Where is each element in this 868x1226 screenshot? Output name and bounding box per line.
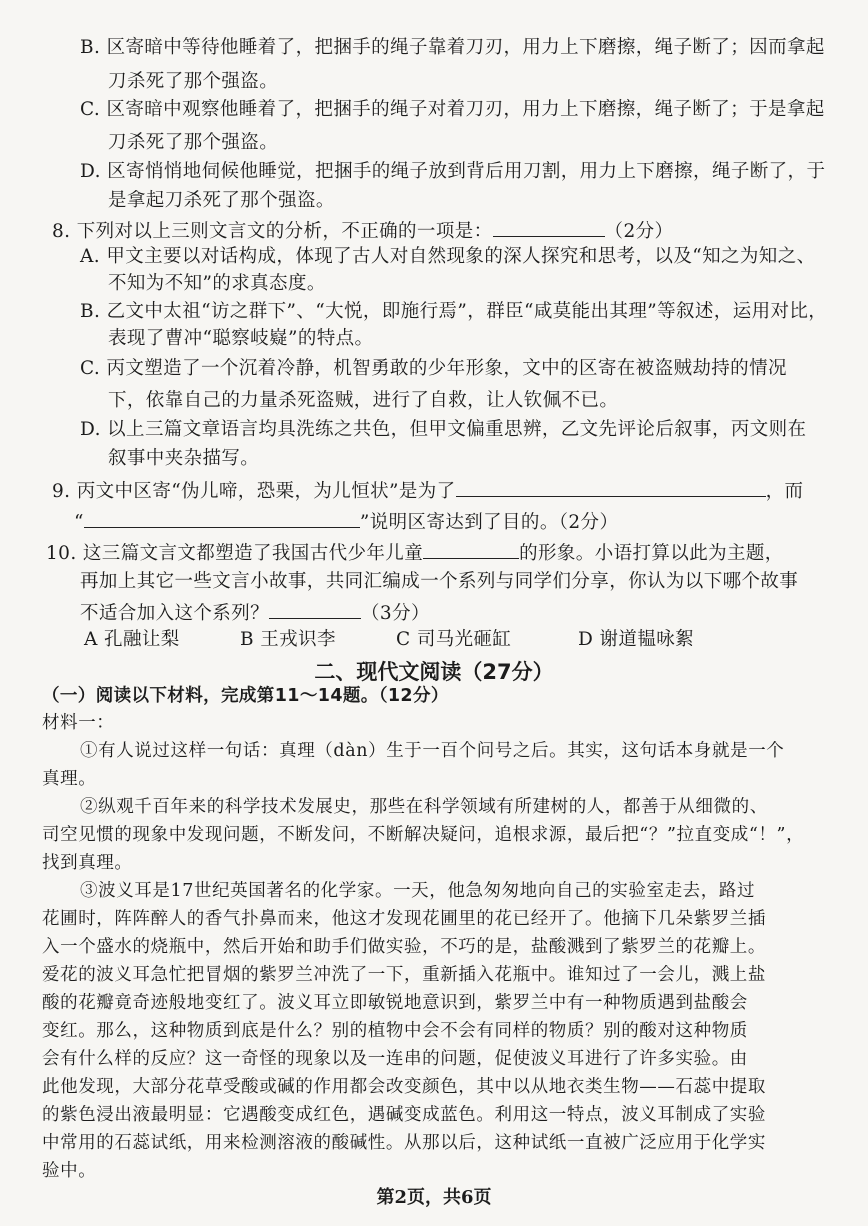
q7-option-b-line1: B. 区寄暗中等待他睡着了，把捆手的绳子靠着刀刃，用力上下磨擦，绳子断了；因而拿起 [80, 37, 825, 58]
passage-line: 找到真理。 [42, 853, 133, 873]
q10-line3: 不适合加入这个系列？ （3分） [80, 600, 430, 626]
section2-title: 二、现代文阅读（27分） [314, 660, 554, 684]
q7-option-c-line2: 刀杀死了那个强盗。 [108, 132, 279, 153]
q10-option-a: A 孔融让梨 [84, 629, 180, 650]
q10-option-b: B 王戎识李 [240, 629, 336, 650]
q10-line1: 10. 这三篇文言文都塑造了我国古代少年儿童 的形象。小语打算以此为主题， [46, 540, 784, 566]
q7-option-c-line1: C. 区寄暗中观察他睡着了，把捆手的绳子对着刀刃，用力上下磨擦，绳子断了；于是拿起 [80, 99, 825, 120]
q8-answer-blank[interactable] [493, 218, 605, 237]
material-label: 材料一： [42, 713, 115, 733]
q9-answer-blank-1[interactable] [456, 478, 766, 497]
passage-line: ①有人说过这样一句话：真理（dàn）生于一百个问号之后。其实，这句话本身就是一个 [80, 741, 785, 761]
q10-option-d: D 谢道韫咏絮 [578, 629, 695, 650]
passage-line: 入一个盛水的烧瓶中，然后开始和助手们做实验，不巧的是，盐酸溅到了紫罗兰的花瓣上。 [42, 937, 766, 957]
passage-line: 验中。 [42, 1161, 97, 1181]
passage-line: 变红。那么，这种物质到底是什么？别的植物中会不会有同样的物质？别的酸对这种物质 [42, 1021, 748, 1041]
passage-line: 爱花的波义耳急忙把冒烟的紫罗兰冲洗了一下，重新插入花瓶中。谁知过了一会儿，溅上盐 [42, 965, 766, 985]
q9-answer-blank-2[interactable] [84, 509, 360, 528]
q10-line2: 再加上其它一些文言小故事，共同汇编成一个系列与同学们分享，你认为以下哪个故事 [80, 571, 799, 592]
q8-option-a-line1: A. 甲文主要以对话构成，体现了古人对自然现象的深人探究和思考，以及“知之为知之、 [80, 246, 816, 267]
passage-line: ③波义耳是17世纪英国著名的化学家。一天，他急匆匆地向自己的实验室走去，路过 [80, 881, 756, 901]
q10-answer-blank-2[interactable] [269, 600, 361, 619]
passage-line: 真理。 [42, 769, 97, 789]
section2-instruction: （一）阅读以下材料，完成第11～14题。（12分） [42, 686, 449, 706]
passage-line: 会有什么样的反应？这一奇怪的现象以及一连串的问题，促使波义耳进行了许多实验。由 [42, 1049, 748, 1069]
q10-answer-blank-1[interactable] [423, 540, 519, 559]
q10-option-c: C 司马光砸缸 [396, 629, 512, 650]
q7-option-b-line2: 刀杀死了那个强盗。 [108, 71, 279, 92]
q7-option-d-line1: D. 区寄悄悄地伺候他睡觉，把捆手的绳子放到背后用刀割，用力上下磨擦，绳子断了，于 [80, 161, 826, 182]
q8-option-c-line2: 下，依靠自己的力量杀死盗贼，进行了自救，让人钦佩不已。 [108, 390, 619, 411]
passage-line: 的紫色浸出液最明显：它遇酸变成红色，遇碱变成蓝色。利用这一特点，波义耳制成了实验 [42, 1105, 766, 1125]
q9-line2: “ ”说明区寄达到了目的。（2分） [74, 509, 618, 535]
q8-option-c-line1: C. 丙文塑造了一个沉着冷静，机智勇敢的少年形象，文中的区寄在被盗贼劫持的情况 [80, 358, 787, 379]
q8-option-b-line2: 表现了曹冲“聪察岐嶷”的特点。 [108, 328, 374, 349]
q7-option-d-line2: 是拿起刀杀死了那个强盗。 [108, 190, 335, 211]
q8-option-d-line1: D. 以上三篇文章语言均具洗练之共色，但甲文偏重思辨，乙文先评论后叙事，丙文则在 [80, 419, 807, 440]
q8-option-b-line1: B. 乙文中太祖“访之群下”、“大悦，即施行焉”，群臣“咸莫能出其理”等叙述，运用对比， [80, 301, 828, 322]
q8-stem: 8. 下列对以上三则文言文的分析，不正确的一项是： （2分） [52, 218, 673, 244]
passage-line: 此他发现，大部分花草受酸或碱的作用都会改变颜色，其中以从地衣类生物——石蕊中提取 [42, 1077, 766, 1097]
passage-line: ②纵观千百年来的科学技术发展史，那些在科学领域有所建树的人，都善于从细微的、 [80, 797, 768, 817]
q9-line1: 9. 丙文中区寄“伪儿啼，恐栗，为儿恒状”是为了 ，而 [52, 478, 803, 504]
passage-line: 酸的花瓣竟奇迹般地变红了。波义耳立即敏锐地意识到，紫罗兰中有一种物质遇到盐酸会 [42, 993, 748, 1013]
passage-line: 花圃时，阵阵醉人的香气扑鼻而来，他这才发现花圃里的花已经开了。他摘下几朵紫罗兰插 [42, 909, 766, 929]
passage-line: 中常用的石蕊试纸，用来检测溶液的酸碱性。从那以后，这种试纸一直被广泛应用于化学实 [42, 1133, 766, 1153]
page-number: 第2页，共6页 [376, 1187, 492, 1208]
passage-line: 司空见惯的现象中发现问题，不断发问，不断解决疑问，追根求源，最后把“？”拉直变成“！”， [42, 825, 805, 845]
q8-option-d-line2: 叙事中夹杂描写。 [108, 448, 260, 469]
q8-option-a-line2: 不知为不知”的求真态度。 [108, 273, 326, 294]
